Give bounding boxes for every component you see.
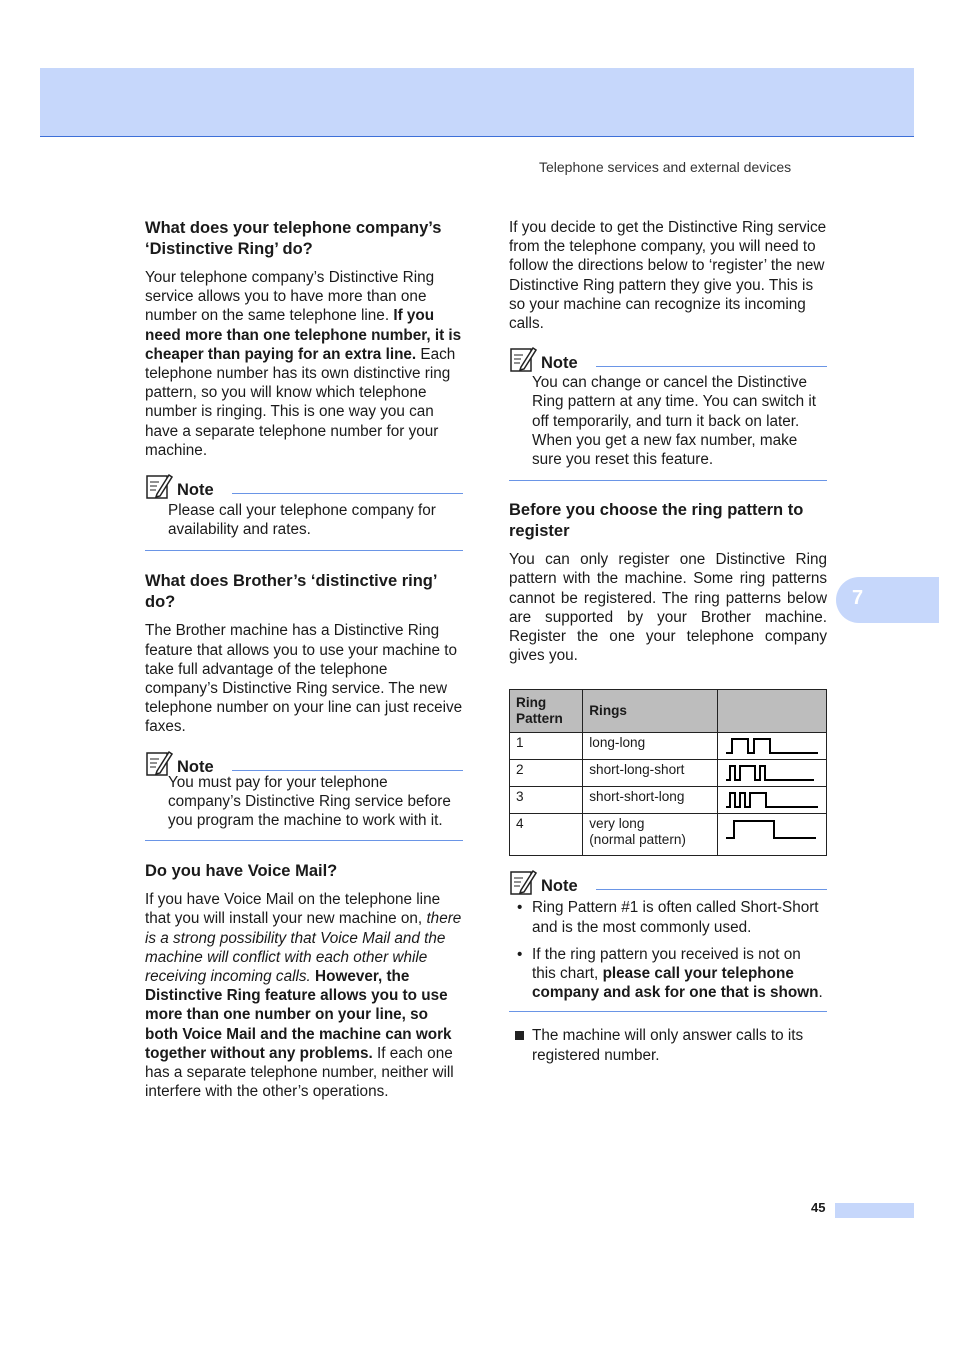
note-box xyxy=(509,868,827,1012)
note-header xyxy=(509,868,827,896)
note-bullet-list xyxy=(509,898,827,1011)
text-run: If each one has a separate telephone number, neither will interfere with the other’s operations. xyxy=(145,1044,454,1101)
table-header-signal xyxy=(717,690,826,733)
table-header-row xyxy=(510,690,827,733)
bullet-text: Ring Pattern #1 is often called Short-Short and is the most commonly used. xyxy=(532,899,819,936)
left-column xyxy=(145,218,463,1102)
paragraph-voice-mail xyxy=(145,890,463,1101)
list-item xyxy=(509,945,827,1003)
note-body: You can change or cancel the Distinctive Ring pattern at any time. You can switch it off temporarily, and turn it back on later. When you get a new fax number, make sure you reset this feature. xyxy=(532,374,817,469)
table-row xyxy=(510,814,827,856)
rings-text-line2: (normal pattern) xyxy=(589,832,686,848)
note-label: Note xyxy=(541,354,578,373)
table-cell-signal xyxy=(717,733,826,760)
table-cell-rings: long-long xyxy=(583,733,718,760)
note-rule xyxy=(232,493,463,494)
note-header xyxy=(509,345,827,373)
table-header-ring-pattern: Ring Pattern xyxy=(510,690,583,733)
page-number-bar xyxy=(835,1203,914,1218)
table-cell-signal xyxy=(717,814,826,856)
paragraph-register-intro: If you decide to get the Distinctive Ring service from the telephone company, you will need to follow the directions below to ‘register’ the new Distinctive Ring pattern they give you. This is so your machine can recognize its incoming calls. xyxy=(509,219,827,333)
italic-text: there is a strong possibility that Voice Mail and the machine will conflict with each other while receiving incoming calls. xyxy=(145,910,462,986)
note-header xyxy=(145,472,463,500)
bold-text: However, the Distinctive Ring feature allows you to use more than one number on your line, so both Voice Mail and the machine can work together without any problems. xyxy=(145,968,452,1062)
section-heading-voice-mail: Do you have Voice Mail? xyxy=(145,862,338,881)
section-heading-brother-ring: What does Brother’s ‘distinctive ring’ do? xyxy=(145,572,437,612)
text-run: If you have Voice Mail on the telephone line that you will install your new machine on, xyxy=(145,891,441,928)
running-header: Telephone services and external devices xyxy=(539,159,792,175)
table-cell-num: 4 xyxy=(510,814,583,856)
page-number: 45 xyxy=(811,1200,826,1215)
ring-signal-short-short-long xyxy=(724,789,820,809)
table-row xyxy=(510,787,827,814)
bullet-dot-icon: • xyxy=(517,899,523,917)
table-cell-num: 3 xyxy=(510,787,583,814)
bullet-dot-icon: • xyxy=(517,945,523,963)
note-bottom-rule xyxy=(145,550,463,551)
table-cell-rings: short-short-long xyxy=(583,787,718,814)
note-rule xyxy=(596,366,827,367)
section-heading-before-choose: Before you choose the ring pattern to register xyxy=(509,501,804,541)
note-label: Note xyxy=(541,877,578,896)
note-bottom-rule xyxy=(509,480,827,481)
table-row xyxy=(510,760,827,787)
list-item xyxy=(509,898,827,936)
right-column xyxy=(509,218,827,1065)
chapter-number: 7 xyxy=(852,587,864,609)
note-box xyxy=(509,345,827,481)
table-header-rings: Rings xyxy=(583,690,718,733)
chapter-tab xyxy=(836,577,939,623)
bullet-text: If the ring pattern you received is not on this chart, xyxy=(532,945,801,983)
ring-pattern-table xyxy=(509,689,827,856)
table-cell-signal xyxy=(717,787,826,814)
ring-signal-very-long xyxy=(724,816,820,840)
ring-signal-short-long-short xyxy=(724,762,820,782)
note-body: You must pay for your telephone company’s Distinctive Ring service before you program the machine to work with it. xyxy=(168,773,451,830)
pencil-note-icon xyxy=(509,345,537,373)
table-cell-rings xyxy=(583,814,718,856)
section-heading-distinctive-ring: What does your telephone company’s ‘Distinctive Ring’ do? xyxy=(145,219,442,258)
note-rule xyxy=(596,889,827,890)
paragraph-register-one: You can only register one Distinctive Ring pattern with the machine. Some ring patterns cannot be registered. The ring patterns below are supported by your Brother machine. Register the one your telephone company gives you. xyxy=(509,551,827,665)
note-bottom-rule xyxy=(509,1011,827,1012)
note-rule xyxy=(232,770,463,771)
bold-text: please call your telephone company and ask for one that is shown xyxy=(532,965,819,1002)
ring-signal-long-long xyxy=(724,735,820,755)
list-item xyxy=(509,1026,827,1064)
note-label: Note xyxy=(177,757,214,776)
table-cell-num: 1 xyxy=(510,733,583,760)
bullet-text: . xyxy=(818,984,823,1002)
note-bottom-rule xyxy=(145,840,463,841)
table-cell-rings: short-long-short xyxy=(583,760,718,787)
bold-text: If you need more than one telephone number, it is cheaper than paying for an extra line. xyxy=(145,307,462,363)
table-cell-signal xyxy=(717,760,826,787)
text-run: Each telephone number has its own distinctive ring pattern, so you will know which telephone number is ringing. This is one way you can have a separate telephone number for your machine. xyxy=(145,345,456,459)
pencil-note-icon xyxy=(509,868,537,896)
list-item-text: The machine will only answer calls to its registered number. xyxy=(532,1027,804,1064)
paragraph-brother-ring: The Brother machine has a Distinctive Ring feature that allows you to use your machine to take full advantage of the telephone company’s Distinctive Ring service. The new telephone number on your line can just receive faxes. xyxy=(145,622,463,736)
text-run: Your telephone company’s Distinctive Ring service allows you to have more than one number on the same telephone line. xyxy=(145,269,435,325)
note-box xyxy=(145,472,463,551)
note-body: Please call your telephone company for availability and rates. xyxy=(168,502,436,539)
rings-text: very long xyxy=(589,816,645,832)
note-label: Note xyxy=(177,481,214,500)
pencil-note-icon xyxy=(145,472,173,500)
paragraph-distinctive-ring xyxy=(145,268,463,460)
note-box xyxy=(145,749,463,842)
top-banner xyxy=(40,68,914,137)
table-cell-num: 2 xyxy=(510,760,583,787)
square-bullet-icon xyxy=(515,1031,524,1040)
table-row xyxy=(510,733,827,760)
